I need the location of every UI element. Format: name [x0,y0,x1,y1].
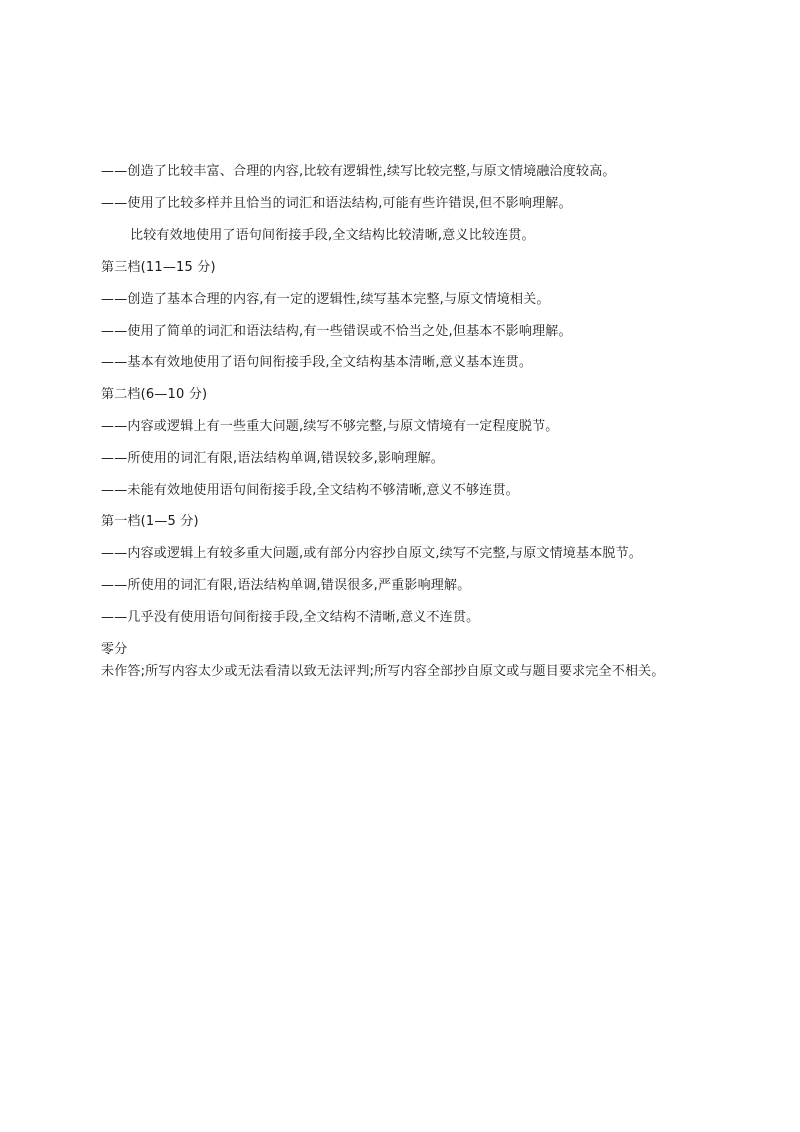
grade-heading: 第一档(1—5 分) [101,514,199,529]
criterion-line: ——内容或逻辑上有一些重大问题,续写不够完整,与原文情境有一定程度脱节。 [101,419,559,434]
criterion-line: ——创造了比较丰富、合理的内容,比较有逻辑性,续写比较完整,与原文情境融洽度较高。 [101,164,616,179]
criterion-line: ——使用了比较多样并且恰当的词汇和语法结构,可能有些许错误,但不影响理解。 [101,196,572,211]
criterion-line: ——几乎没有使用语句间衔接手段,全文结构不清晰,意义不连贯。 [101,610,480,625]
criterion-line: ——内容或逻辑上有较多重大问题,或有部分内容抄自原文,续写不完整,与原文情境基本脱节。 [101,546,642,561]
criterion-line: ——基本有效地使用了语句间衔接手段,全文结构基本清晰,意义基本连贯。 [101,355,533,370]
criterion-line: ——创造了基本合理的内容,有一定的逻辑性,续写基本完整,与原文情境相关。 [101,292,550,307]
criterion-line: ——所使用的词汇有限,语法结构单调,错误很多,严重影响理解。 [101,578,471,593]
grade-heading: 第三档(11—15 分) [101,260,216,275]
grade-heading: 第二档(6—10 分) [101,387,208,402]
grade-heading: 零分 [101,642,128,657]
criterion-line: 未作答;所写内容太少或无法看清以致无法评判;所写内容全部抄自原文或与题目要求完全不相关。 [101,664,665,679]
criterion-line: ——所使用的词汇有限,语法结构单调,错误较多,影响理解。 [101,451,444,466]
criterion-line: ——未能有效地使用语句间衔接手段,全文结构不够清晰,意义不够连贯。 [101,483,519,498]
criterion-line: ——使用了简单的词汇和语法结构,有一些错误或不恰当之处,但基本不影响理解。 [101,324,572,339]
criterion-line: 比较有效地使用了语句间衔接手段,全文结构比较清晰,意义比较连贯。 [130,228,535,243]
